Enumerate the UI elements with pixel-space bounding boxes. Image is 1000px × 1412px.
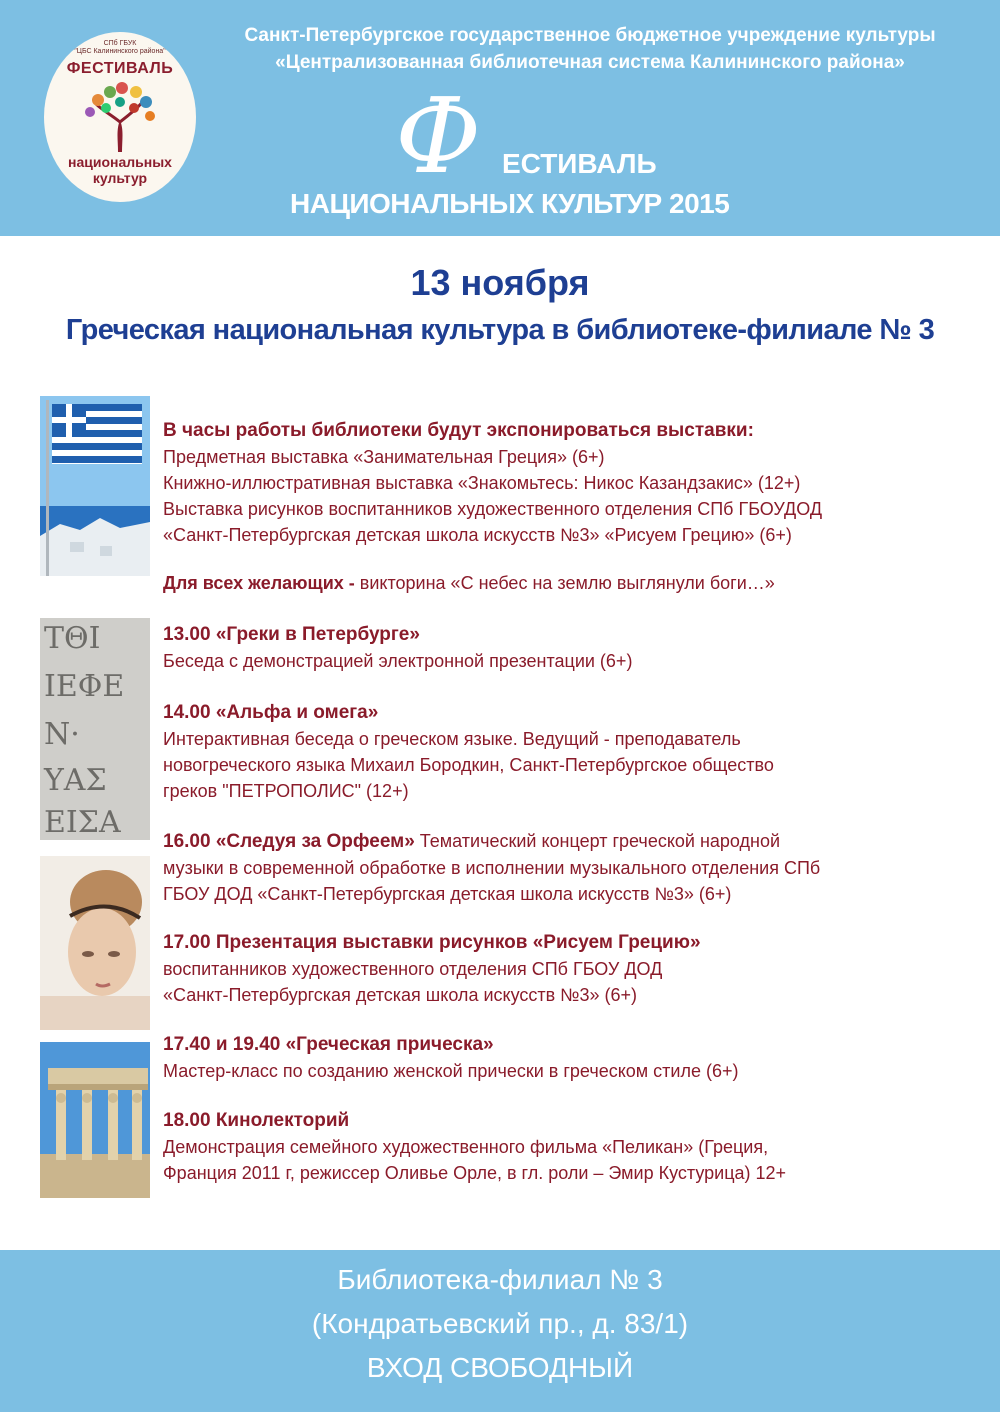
- caryatids-photo: [40, 1042, 150, 1198]
- event-title: 18.00 Кинолекторий: [163, 1110, 350, 1131]
- event-description: Беседа с демонстрацией электронной презентации (6+): [163, 651, 633, 671]
- event-item: [163, 700, 983, 804]
- svg-text:ΤΘΙ: ΤΘΙ: [44, 621, 101, 656]
- entry-notice: ВХОД СВОБОДНЫЙ: [366, 1352, 634, 1383]
- svg-text:Ν·: Ν·: [44, 717, 80, 752]
- svg-text:ΙΕΦΕ: ΙΕΦΕ: [44, 669, 125, 704]
- exhibit-line: «Санкт-Петербургская детская школа искусств №3» «Рисуем Грецию» (6+): [163, 525, 792, 545]
- event-item: [163, 828, 983, 907]
- event-description: ГБОУ ДОД «Санкт-Петербургская детская школа искусств №3» (6+): [163, 884, 732, 904]
- event-description: Мастер-класс по созданию женской прически в греческом стиле (6+): [163, 1061, 739, 1081]
- festival-logo: [44, 32, 196, 202]
- event-item: [163, 930, 983, 1008]
- svg-text:Ф: Ф: [395, 80, 482, 190]
- event-title: 14.00 «Альфа и омега»: [163, 702, 379, 723]
- event-description: Тематический концерт греческой народной: [414, 831, 781, 851]
- event-description: Интерактивная беседа о греческом языке. Ведущий - преподаватель: [163, 729, 741, 749]
- exhibit-line: Книжно-иллюстративная выставка «Знакомьтесь: Никос Казандзакис» (12+): [163, 473, 801, 493]
- exhibit-line: Предметная выставка «Занимательная Греция» (6+): [163, 447, 605, 467]
- tree-icon: [80, 80, 160, 152]
- org-line-1: Санкт-Петербургское государственное бюджетное учреждение культуры: [244, 25, 936, 46]
- event-item: [163, 622, 983, 674]
- woman-portrait-photo: [40, 856, 150, 1030]
- event-item: [163, 1108, 983, 1186]
- logo-subtitle-2: культур: [92, 170, 148, 186]
- event-description: Франция 2011 г, режиссер Оливье Орле, в гл. роли – Эмир Кустурица) 12+: [163, 1163, 787, 1183]
- event-description: греков "ПЕТРОПОЛИС" (12+): [163, 781, 409, 801]
- logo-title: ФЕСТИВАЛЬ: [66, 60, 174, 77]
- event-description: «Санкт-Петербургская детская школа искусств №3» (6+): [163, 985, 638, 1005]
- quiz-label: Для всех желающих -: [163, 573, 360, 593]
- greek-flag-photo: [40, 396, 150, 576]
- event-title: 16.00 «Следуя за Орфеем»: [163, 831, 415, 852]
- exhibits-section: [163, 418, 983, 548]
- quiz-text: викторина «С небес на землю выглянули боги…»: [359, 573, 775, 593]
- event-subtitle: Греческая национальная культура в библиотеке-филиале № 3: [65, 314, 935, 346]
- logo-org-abbr: СПб ГБУК: [103, 40, 137, 47]
- event-description: новогреческого языка Михаил Бородкин, Санкт-Петербургское общество: [163, 755, 774, 775]
- event-description: воспитанников художественного отделения СПб ГБОУ ДОД: [163, 959, 663, 979]
- footer-banner: [0, 1250, 1000, 1412]
- exhibits-heading: В часы работы библиотеки будут экспонироваться выставки:: [163, 420, 754, 441]
- logo-org-name: "ЦБС Калининского района": [74, 48, 166, 55]
- event-title: 17.40 и 19.40 «Греческая прическа»: [163, 1034, 494, 1055]
- header-banner: [0, 0, 1000, 236]
- exhibit-line: Выставка рисунков воспитанников художественного отделения СПб ГБОУДОД: [163, 499, 823, 519]
- event-description: Демонстрация семейного художественного фильма «Пеликан» (Греция,: [163, 1137, 769, 1157]
- svg-text:ΥΑΣ: ΥΑΣ: [44, 763, 107, 798]
- library-address: (Кондратьевский пр., д. 83/1): [311, 1308, 689, 1339]
- stone-inscription-photo: [40, 618, 150, 840]
- event-title: 13.00 «Греки в Петербурге»: [163, 624, 420, 645]
- quiz-section: [163, 570, 983, 596]
- library-name: Библиотека-филиал № 3: [337, 1264, 663, 1295]
- org-line-2: «Централизованная библиотечная система Калининского района»: [275, 52, 905, 73]
- festival-subtitle: НАЦИОНАЛЬНЫХ КУЛЬТУР 2015: [290, 188, 730, 219]
- festival-word: ЕСТИВАЛЬ: [502, 148, 657, 179]
- organization-name: [190, 22, 990, 76]
- event-title: 17.00 Презентация выставки рисунков «Рисуем Грецию»: [163, 932, 701, 953]
- event-date: 13 ноября: [410, 262, 590, 303]
- event-description: музыки в современной обработке в исполнении музыкального отделения СПб: [163, 858, 821, 878]
- logo-subtitle-1: национальных: [68, 154, 172, 170]
- svg-text:ΕΙΣΑ: ΕΙΣΑ: [44, 805, 121, 840]
- event-item: [163, 1032, 983, 1084]
